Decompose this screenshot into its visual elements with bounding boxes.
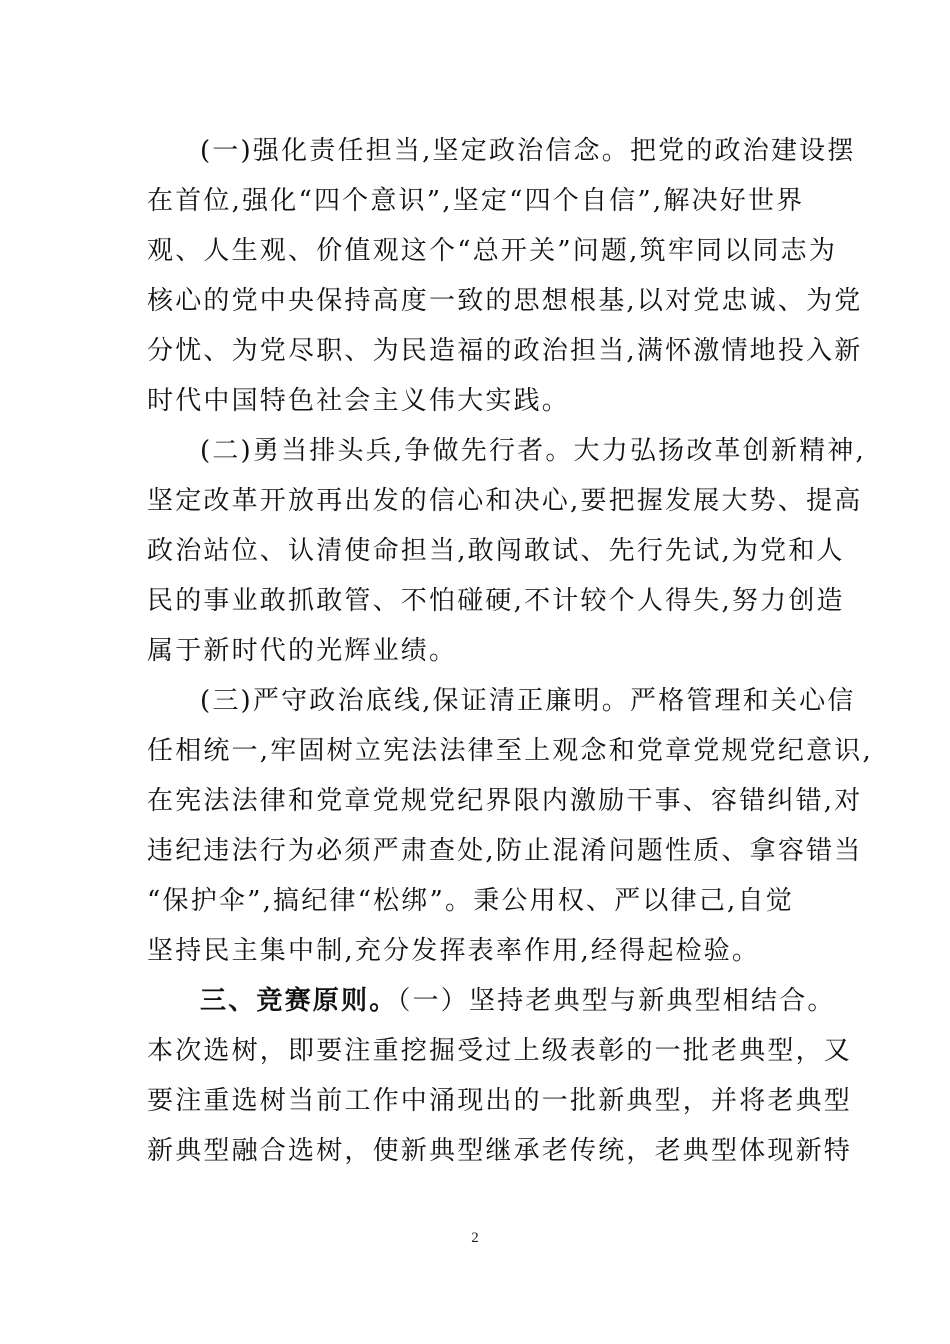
paragraph-4-line-3: 要注重选树当前工作中涌现出的一批新典型，并将老典型 [147,1086,853,1116]
paragraph-2-line-5: 属于新时代的光辉业绩。 [147,636,458,666]
paragraph-4-line-4: 新典型融合选树，使新典型继承老传统，老典型体现新特 [147,1136,853,1166]
paragraph-1-line-3: 观、人生观、价值观这个“总开关”问题,筑牢同以同志为 [147,236,838,266]
paragraph-3-line-2: 任相统一,牢固树立宪法法律至上观念和党章党规党纪意识, [147,736,873,766]
paragraph-1-line-1: (一)强化责任担当,坚定政治信念。把党的政治建设摆 [200,136,856,166]
paragraph-3-line-6: 坚持民主集中制,充分发挥表率作用,经得起检验。 [147,936,761,966]
paragraph-1-line-5: 分忧、为党尽职、为民造福的政治担当,满怀激情地投入新 [147,336,863,366]
paragraph-1-line-4: 核心的党中央保持高度一致的思想根基,以对党忠诚、为党 [147,286,863,316]
paragraph-3-line-1: (三)严守政治底线,保证清正廉明。严格管理和关心信 [200,686,856,716]
section-heading-rest: （一）坚持老典型与新典型相结合。 [397,986,836,1016]
section-heading-line [200,981,836,1021]
paragraph-2-line-4: 民的事业敢抓敢管、不怕碰硬,不计较个人得失,努力创造 [147,586,845,616]
paragraph-2-line-2: 坚定改革开放再出发的信心和决心,要把握发展大势、提高 [147,486,863,516]
paragraph-1-line-2: 在首位,强化“四个意识”,坚定“四个自信”,解决好世界 [147,186,805,216]
paragraph-2-line-1: (二)勇当排头兵,争做先行者。大力弘扬改革创新精神, [200,436,867,466]
paragraph-3-line-5: “保护伞”,搞纪律“松绑”。秉公用权、严以律己,自觉 [147,886,794,916]
paragraph-4-line-2: 本次选树，即要注重挖掘受过上级表彰的一批老典型，又 [147,1036,853,1066]
section-heading: 三、竞赛原则。 [200,986,398,1016]
paragraph-3-line-3: 在宪法法律和党章党规党纪界限内激励干事、容错纠错,对 [147,786,863,816]
paragraph-3-line-4: 违纪违法行为必须严肃查处,防止混淆问题性质、拿容错当 [147,836,863,866]
paragraph-2-line-3: 政治站位、认清使命担当,敢闯敢试、先行先试,为党和人 [147,536,845,566]
page-number: 2 [471,1230,479,1246]
paragraph-1-line-6: 时代中国特色社会主义伟大实践。 [147,386,571,416]
